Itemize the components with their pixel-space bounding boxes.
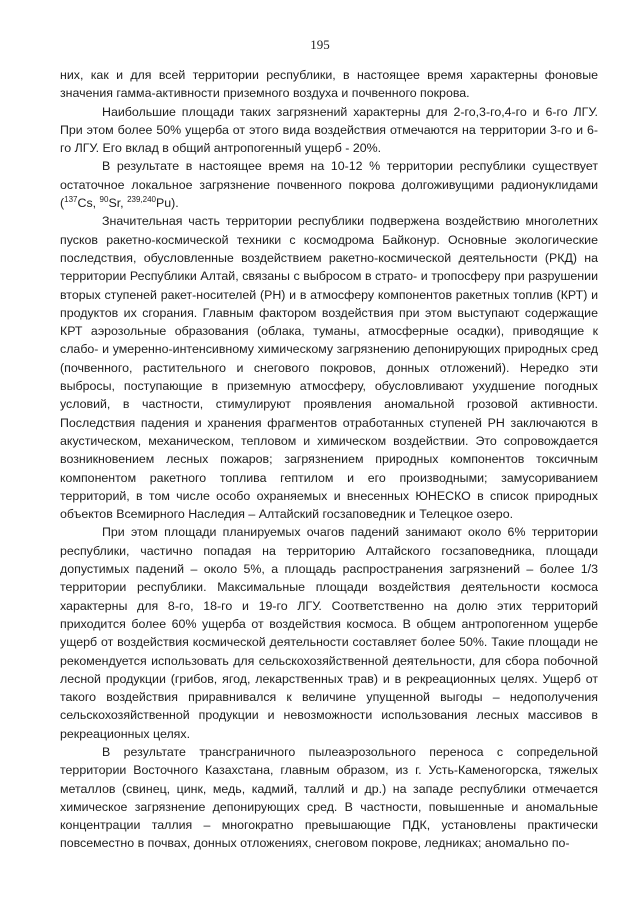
isotope-separator: ,	[92, 196, 100, 211]
isotope-element-sr: Sr	[108, 196, 121, 211]
isotope-mass-sr: 90	[99, 195, 109, 205]
page-number: 195	[310, 37, 330, 52]
isotope-element-cs: Cs	[77, 196, 93, 211]
body-text	[60, 66, 598, 853]
isotope-mass-cs: 137	[64, 195, 78, 205]
paragraph-5: При этом площади планируемых очагов падений занимают около 6% территории республики, частично попадая на территорию Алтайского госзаповедника, площади допустимых падений – около 5%, а площадь распространения загрязнений – более 1/3 территории республики. Максимальные площади воздействия деятельности космоса характерны для 8-го, 18-го и 19-го ЛГУ. Соответственно на долю этих территорий приходится более 60% ущерба от воздействия космоса. В общем антропогенном ущербе ущерб от воздействия космической деятельности составляет более 50%. Такие площади не рекомендуется использовать для сельскохозяйственной деятельности, для сбора побочной лесной продукции (грибов, ягод, лекарственных трав) и в рекреационных целях. Ущерб от такого воздействия приравнивался к величине упущенной выгоды – недополучения сельскохозяйственной продукции и невозможности использования лесных массивов в рекреационных целях.	[60, 525, 598, 741]
paragraph-2: Наибольшие площади таких загрязнений характерны для 2-го,3-го,4-го и 6-го ЛГУ. При этом более 50% ущерба от этого вида воздействия отмечаются на территории 3-го и 6-го ЛГУ. Его вклад в общий антропогенный ущерб - 20%.	[60, 104, 598, 156]
paragraph-3-text: В результате в настоящее время на 10-12 % территории республики существует остаточное локальное загрязнение почвенного покрова долгоживущими радионуклидами (	[60, 159, 598, 211]
paragraph-4: Значительная часть территории республики подвержена воздействию многолетних пусков ракетно-космической техники с космодрома Байконур. Основные экологические последствия, обусловленные воздействием ракетно-космической деятельности (РКД) на территории Республики Алтай, связаны с выбросом в страто- и тропосферу при разрушении вторых ступеней ракет-носителей (РН) и в атмосферу компонентов ракетных топлив (КРТ) и продуктов их сгорания. Главным фактором воздействия при этом выступают содержащие КРТ аэрозольные образования (облака, туманы, атмосферные осадки), приводящие к слабо- и умеренно-интенсивному химическому загрязнению депонирующих природных сред (почвенного, растительного и снегового покровов, донных отложений). Нередко эти выбросы, поступающие в приземную атмосферу, обусловливают ухудшение погодных условий, в частности, стимулируют проявления аномальной грозовой активности. Последствия падения и хранения фрагментов отработанных ступеней РН заключаются в акустическом, механическом, тепловом и химическом воздействии. Это сопровождается возникновением лесных пожаров; загрязнением природных компонентов токсичным компонентом ракетного топлива гептилом и его производными; замусориванием территорий, в том числе особо охраняемых и внесенных ЮНЕСКО в список природных объектов Всемирного Наследия – Алтайский госзаповедник и Телецкое озеро.	[60, 214, 598, 522]
isotope-mass-pu: 239,240	[127, 195, 156, 205]
paragraph-1: них, как и для всей территории республики, в настоящее время характерны фоновые значения гамма-активности приземного воздуха и почвенного покрова.	[60, 68, 598, 101]
paragraph-3	[60, 157, 598, 212]
isotope-element-pu: Pu	[155, 196, 172, 211]
paragraph-6: В результате трансграничного пылеаэрозольного переноса с сопредельной территории Восточного Казахстана, главным образом, из г. Усть-Каменогорска, тяжелых металлов (свинец, цинк, медь, кадмий, таллий и др.) на западе республики отмечается химическое загрязнение депонирующих сред. В частности, повышенные и аномальные концентрации таллия – многократно превышающие ПДК, установлены практически повсеместно в почвах, донных отложениях, снеговом покрове, ледниках; аномально по-	[60, 744, 598, 851]
paragraph-3-end: ).	[171, 196, 179, 211]
isotope-separator: ,	[120, 196, 128, 211]
